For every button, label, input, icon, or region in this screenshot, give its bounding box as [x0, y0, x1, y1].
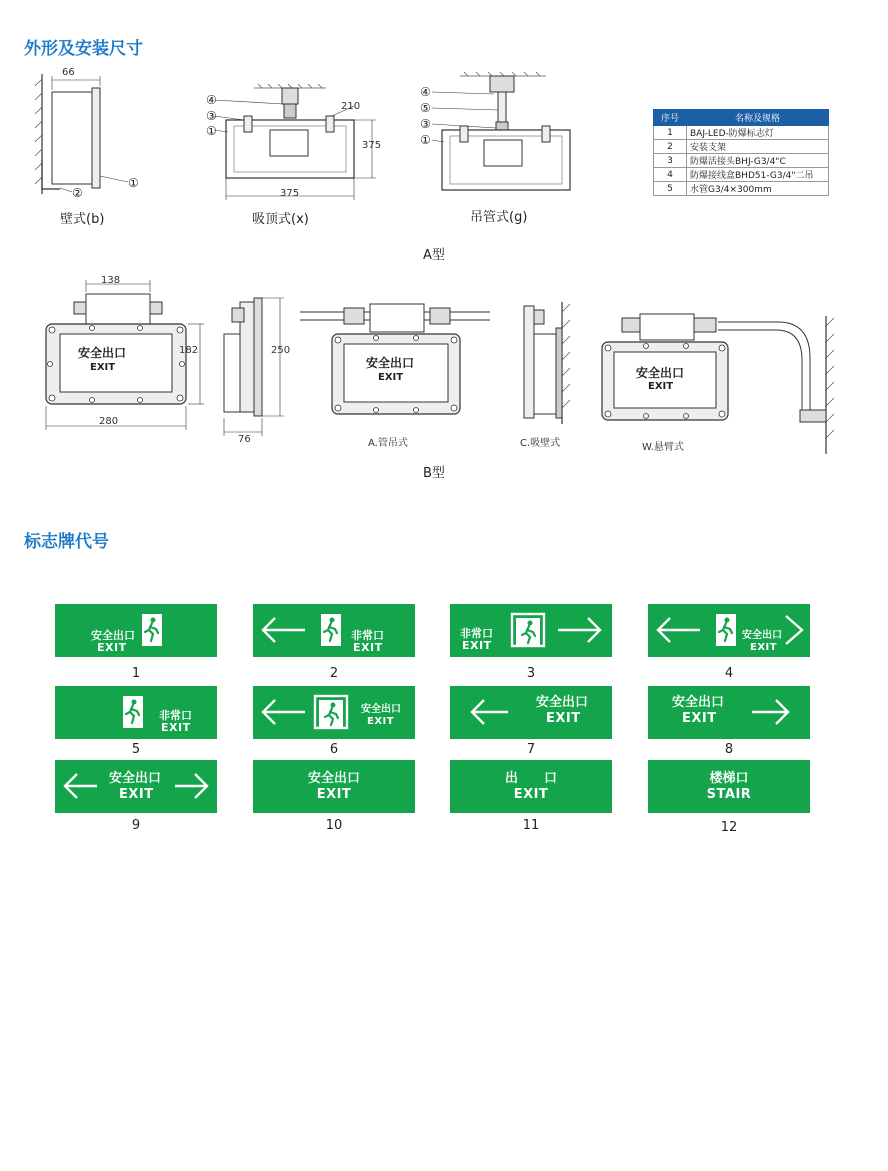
- arrow-left-icon: [63, 772, 99, 800]
- sign-en: EXIT: [682, 711, 717, 726]
- arrow-left-icon: [261, 616, 307, 644]
- dim-height: 182: [179, 345, 199, 356]
- sign-number: 6: [329, 742, 339, 757]
- part-name: 安装支架: [687, 140, 829, 154]
- exit-door-icon: [313, 694, 349, 730]
- sign-cn: 非常口: [351, 629, 384, 642]
- parts-table: [653, 109, 829, 196]
- type-a-pendant-drawing: [420, 66, 600, 202]
- callout-3-pendant: ③: [420, 117, 431, 131]
- arrow-left-icon: [261, 698, 307, 726]
- dim-ceiling-offset: 210: [341, 101, 361, 112]
- callout-4-ceiling: ④: [206, 93, 217, 107]
- sign-en: EXIT: [462, 639, 492, 652]
- sign-en: EXIT: [161, 721, 191, 734]
- sign-number: 8: [724, 742, 734, 757]
- running-man-icon: [121, 694, 145, 730]
- sign-1: [55, 604, 217, 657]
- caption-pipe-pendant: A.管吊式: [368, 438, 408, 449]
- caption-pendant-g: 吊管式(g): [470, 210, 528, 225]
- sign-cn: 非常口: [460, 627, 493, 640]
- sign-number: 12: [720, 820, 738, 835]
- table-row: [654, 140, 829, 154]
- sign-en: EXIT: [316, 787, 352, 802]
- arrow-right-icon: [556, 616, 602, 644]
- sign-4: [648, 604, 810, 657]
- exit-door-icon: [510, 612, 546, 648]
- dim-ceiling-height: 375: [362, 140, 382, 151]
- section-title-codes: 标志牌代号: [24, 532, 109, 552]
- b-pendant-panel-en: EXIT: [378, 372, 404, 383]
- sign-8: [648, 686, 810, 739]
- parts-header-name: 名称及规格: [687, 110, 829, 126]
- arrow-right-icon: [750, 698, 790, 726]
- table-row: [654, 154, 829, 168]
- part-name: 防爆活接头BHJ-G3/4"C: [687, 154, 829, 168]
- running-man-icon: [319, 612, 343, 648]
- sign-number: 7: [526, 742, 536, 757]
- sign-cn: 安全出口: [109, 771, 162, 786]
- sign-en: EXIT: [119, 787, 154, 802]
- sign-9: [55, 760, 217, 813]
- dim-width: 280: [99, 416, 119, 427]
- dim-wall-depth: 66: [62, 67, 75, 78]
- caption-wall-b: 壁式(b): [60, 212, 105, 227]
- sign-7: [450, 686, 612, 739]
- sign-cn: 安全出口: [361, 704, 401, 715]
- dim-side-height: 250: [271, 345, 291, 356]
- part-name: 水管G3/4×300mm: [687, 182, 829, 196]
- sign-cn: 安全出口: [307, 771, 360, 786]
- sign-en: EXIT: [97, 641, 127, 654]
- parts-header-no: 序号: [654, 110, 687, 126]
- b-pendant-panel-cn: 安全出口: [366, 356, 415, 370]
- type-b-side-drawing: [220, 290, 300, 440]
- caption-wall-mount: C.吸壁式: [520, 438, 561, 449]
- dim-ceiling-width: 375: [280, 188, 300, 199]
- callout-1-ceiling: ①: [206, 124, 217, 138]
- sign-number: 3: [526, 666, 536, 681]
- sign-number: 5: [131, 742, 141, 757]
- sign-cn: 出 口: [504, 771, 557, 786]
- table-row: [654, 182, 829, 196]
- sign-6: [253, 686, 415, 739]
- arrow-right-icon: [173, 772, 209, 800]
- sign-5: [55, 686, 217, 739]
- sign-cn: 安全出口: [672, 695, 725, 710]
- sign-cn: 非常口: [159, 709, 192, 722]
- dim-side-depth: 76: [238, 434, 251, 445]
- sign-10: [253, 760, 415, 813]
- sign-en: EXIT: [513, 787, 549, 802]
- callout-1-pendant: ①: [420, 133, 431, 147]
- caption-arm-mount: W.悬臂式: [642, 442, 684, 453]
- type-b-wall-drawing: [510, 298, 580, 428]
- sign-cn: 安全出口: [742, 630, 782, 641]
- part-no: 1: [654, 126, 687, 140]
- type-b-arm-drawing: [598, 306, 838, 456]
- sign-number: 1: [131, 666, 141, 681]
- running-man-icon: [714, 612, 738, 648]
- sign-number: 11: [522, 818, 540, 833]
- sign-en: EXIT: [353, 641, 383, 654]
- table-row: [654, 168, 829, 182]
- sign-en: EXIT: [750, 642, 778, 653]
- sign-en: STAIR: [706, 787, 752, 802]
- part-name: BAJ-LED-防爆标志灯: [687, 126, 829, 140]
- arrow-left-icon: [656, 616, 702, 644]
- sign-en: EXIT: [367, 716, 395, 727]
- sign-cn: 安全出口: [91, 629, 135, 642]
- part-no: 2: [654, 140, 687, 154]
- type-b-label: B型: [423, 466, 445, 481]
- b-arm-panel-en: EXIT: [648, 381, 674, 392]
- b-front-panel-en: EXIT: [90, 362, 116, 373]
- sign-number: 10: [325, 818, 343, 833]
- sign-number: 4: [724, 666, 734, 681]
- sign-cn: 安全出口: [536, 695, 589, 710]
- callout-3-ceiling: ③: [206, 109, 217, 123]
- sign-en: EXIT: [546, 711, 581, 726]
- caption-ceiling-x: 吸顶式(x): [252, 212, 309, 227]
- sign-2: [253, 604, 415, 657]
- b-front-panel-cn: 安全出口: [78, 346, 127, 360]
- b-arm-panel-cn: 安全出口: [636, 366, 685, 380]
- section-title-dimensions: 外形及安装尺寸: [24, 39, 143, 59]
- sign-cn: 楼梯口: [709, 771, 749, 786]
- callout-4-pendant: ④: [420, 85, 431, 99]
- type-a-label: A型: [423, 248, 445, 263]
- part-no: 4: [654, 168, 687, 182]
- callout-2-wall: ②: [72, 186, 83, 200]
- part-no: 3: [654, 154, 687, 168]
- part-name: 防爆接线盒BHD51-G3/4"二吊: [687, 168, 829, 182]
- callout-1-wall: ①: [128, 176, 139, 190]
- sign-number: 2: [329, 666, 339, 681]
- sign-11: [450, 760, 612, 813]
- part-no: 5: [654, 182, 687, 196]
- sign-12: [648, 760, 810, 813]
- sign-number: 9: [131, 818, 141, 833]
- callout-5-pendant: ⑤: [420, 101, 431, 115]
- sign-3: [450, 604, 612, 657]
- dim-box-width: 138: [101, 275, 121, 286]
- arrow-left-icon: [470, 698, 510, 726]
- table-row: [654, 126, 829, 140]
- running-man-icon: [139, 612, 165, 648]
